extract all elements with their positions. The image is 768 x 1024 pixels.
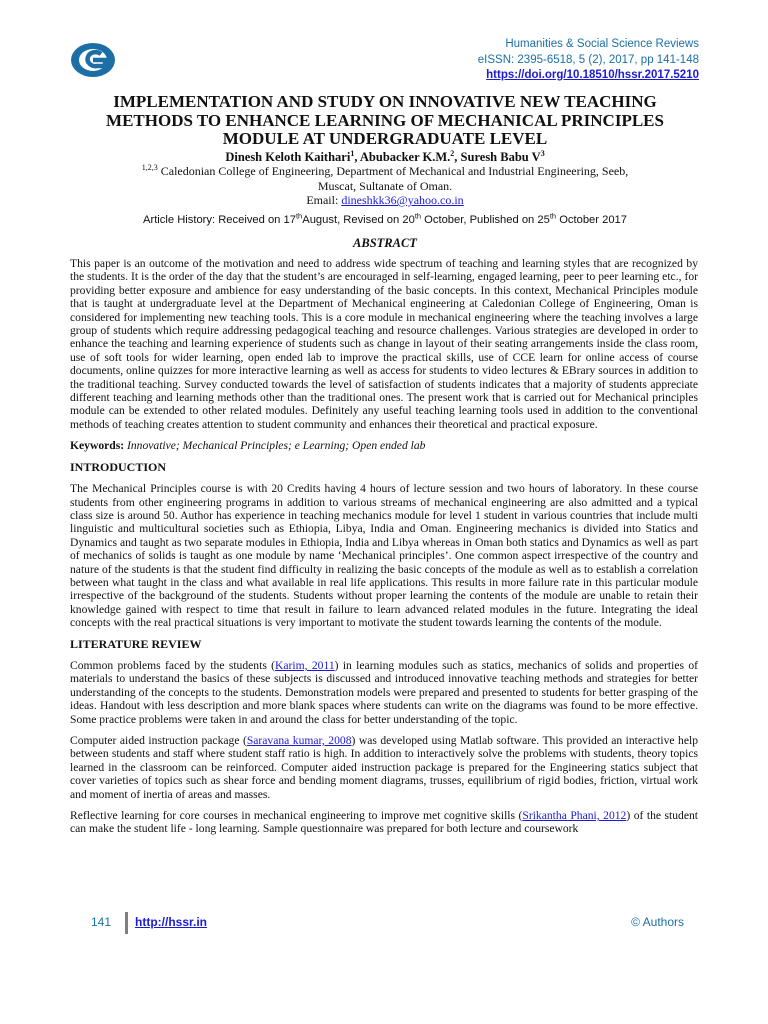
journal-issn: eISSN: 2395-6518, 5 (2), 2017, pp 141-148 bbox=[477, 53, 699, 66]
author-sep: , bbox=[354, 150, 360, 164]
lit-heading: LITERATURE REVIEW bbox=[70, 636, 202, 651]
lit-paragraph-2 bbox=[70, 734, 698, 801]
history-sup: th bbox=[414, 211, 422, 221]
footer-divider bbox=[125, 912, 128, 934]
doi-link[interactable]: https://doi.org/10.18510/hssr.2017.5210 bbox=[486, 69, 699, 81]
author-name: Abubacker K.M. bbox=[359, 150, 451, 164]
journal-info bbox=[478, 37, 699, 84]
intro-text: The Mechanical Principles course is with 20 Credits having 4 hours of lecture session and two hours of laboratory. In these course students from other engineering programs in addition to various streams of mechanical engineering are also admitted and a typical class size is around 50. Author has experience in teaching mechanics module for level 1 student in various countries that include multi linguistic and multicultural societies such as Ethiopia, Libya, India and Oman. Engineering mechanics is divided into Statics and Dynamics and taught as two separate modules in Ethiopia, India and Libya whereas in Oman both statics and Dynamics as well as part of mechanics of solids is taught as one module by name ‘Mechanical principles’. One common aspect irrespective of the country and nature of the students is that the student find difficulty in realizing the basic concepts of the module as well as to establish a correlation between what taught in the class and what available in real life applications. This results in more failure rate in this particular module irrespective of the background of the students. Students without proper learning the contents of the module are unable to retain their knowledge gained with respect to time that result in failure to learn advanced related modules in the future. Integrating the ideal concepts with the real practical situations is very important to motivate the student towards learning the contents of the module. bbox=[70, 482, 698, 630]
history-received: Article History: Received on 17 bbox=[143, 214, 296, 226]
history-date: October 2017 bbox=[556, 214, 627, 226]
history-revised: August, Revised on 20 bbox=[302, 214, 415, 226]
keywords-text: Innovative; Mechanical Principles; e Learning; Open ended lab bbox=[127, 439, 426, 453]
lit-text: Common problems faced by the students ( bbox=[70, 658, 276, 672]
email-link[interactable]: dineshkk36@yahoo.co.in bbox=[341, 193, 464, 207]
lit-text: Computer aided instruction package ( bbox=[70, 734, 247, 747]
lit-text: Reflective learning for core courses in mechanical engineering to improve met cognitive skills ( bbox=[70, 809, 523, 823]
author-list bbox=[70, 150, 700, 164]
history-sup: th bbox=[549, 211, 557, 221]
email-label: Email: bbox=[306, 193, 342, 207]
article-history bbox=[70, 213, 700, 227]
journal-name: Humanities & Social Science Reviews bbox=[505, 38, 699, 50]
page-footer bbox=[70, 912, 698, 934]
journal-g-logo-icon bbox=[70, 42, 116, 78]
title-line-2: METHODS TO ENHANCE LEARNING OF MECHANICAL PRINCIPLES bbox=[106, 110, 664, 130]
author-sep: , bbox=[454, 150, 461, 164]
lit-text: ) of the student can make the student life - long learning. Sample questionnaire was prepared for both lecture and coursework bbox=[70, 809, 699, 836]
author-sup: 1 bbox=[350, 148, 355, 158]
paper-body bbox=[70, 257, 698, 844]
citation-link[interactable]: Saravana kumar, 2008 bbox=[246, 734, 352, 747]
affiliation-line-1: Caledonian College of Engineering, Department of Mechanical and Industrial Engineering, Seeb, bbox=[157, 164, 629, 178]
history-sup: th bbox=[295, 211, 303, 221]
footer-url-link[interactable]: http://hssr.in bbox=[135, 915, 207, 929]
citation-link[interactable]: Karim, 2011 bbox=[275, 658, 335, 672]
keywords-label: Keywords: bbox=[70, 439, 127, 453]
author-sup: 2 bbox=[450, 148, 455, 158]
lit-paragraph-1 bbox=[70, 659, 698, 726]
affiliation bbox=[70, 164, 700, 208]
abstract-text: This paper is an outcome of the motivation and need to address wide spectrum of teaching and learning styles that are recognized by the students. It is the order of the day that the student’s are encouraged in self-learning, engaged learning, peer to peer learning etc., for providing better exposure and ambience for easy understanding of the basic concepts. In this context, Mechanical Principles module that is taught at undergraduate level at the Department of Mechanical engineering at Caledonian College of Engineering, Oman is considered for implementing new teaching tools. This is a core module in mechanical engineering where the teaching involves a large group of students which require addressing pedagogical teaching and resource challenges. Various strategies are developed in order to enhance the teaching and learning experience of students such as change in layout of their seating arrangements inside the class room, use of soft tools for wider learning, open ended lab to improve the practical skills, use of CCE learn for online access of course documents, online quizzes for more interactive learning as well as access for students to video lectures & EBrary sources in addition to the traditional teaching. Survey conducted towards the level of satisfaction of students indicates that a majority of students appreciate different teaching and learning methods other than the traditional ones. The present work that is carried out for Mechanical principles module can be extended to other related modules. Definitely any useful teaching learning tools used in addition to the conventional methods of teaching creates attention to student community and enhances their theoretical and practical exposure. bbox=[70, 257, 698, 431]
keywords bbox=[70, 439, 698, 452]
lit-text: ) in learning modules such as statics, mechanics of solids and properties of materials to understand the basics of these subjects is discussed and introduced innovative teaching methods and strategies for better understanding of the concepts to the students. Demonstration models were prepared and presented to students for better grasping of the ideas. Handout with less description and more blank spaces where students can write on the diagrams was found to be more effective. Some practice problems were taken in and around the class for better understanding of the topic. bbox=[70, 658, 698, 726]
abstract-heading: ABSTRACT bbox=[353, 236, 417, 250]
author-name: Dinesh Keloth Kaithari bbox=[225, 150, 351, 164]
affiliation-line-2: Muscat, Sultanate of Oman. bbox=[317, 178, 453, 193]
lit-paragraph-3 bbox=[70, 809, 698, 836]
author-name: Suresh Babu V bbox=[460, 150, 541, 164]
title-line-3: MODULE AT UNDERGRADUATE LEVEL bbox=[222, 129, 548, 148]
author-sup: 3 bbox=[540, 148, 545, 158]
page-number: 141 bbox=[91, 915, 112, 929]
footer-copyright: © Authors bbox=[631, 915, 684, 929]
lit-text: ) was developed using Matlab software. This provided an interactive help between students and staff where student staff ratio is high. In addition to interactively solve the problems with students, theory topics learned in the classroom can be reinforced. Computer aided instruction package is prepared for the Engineering statics subject that cover varieties of topics such as shear force and bending moment diagrams, trusses, equilibrium of rigid bodies, friction, virtual work and moment of inertia of areas and masses. bbox=[70, 734, 698, 801]
paper-title bbox=[70, 93, 700, 149]
intro-heading: INTRODUCTION bbox=[70, 459, 167, 474]
affiliation-sup: 1,2,3 bbox=[141, 163, 158, 172]
history-published: October, Published on 25 bbox=[421, 214, 550, 226]
title-line-1: IMPLEMENTATION AND STUDY ON INNOVATIVE NEW TEACHING bbox=[113, 92, 657, 111]
citation-link[interactable]: Srikantha Phani, 2012 bbox=[522, 809, 627, 823]
